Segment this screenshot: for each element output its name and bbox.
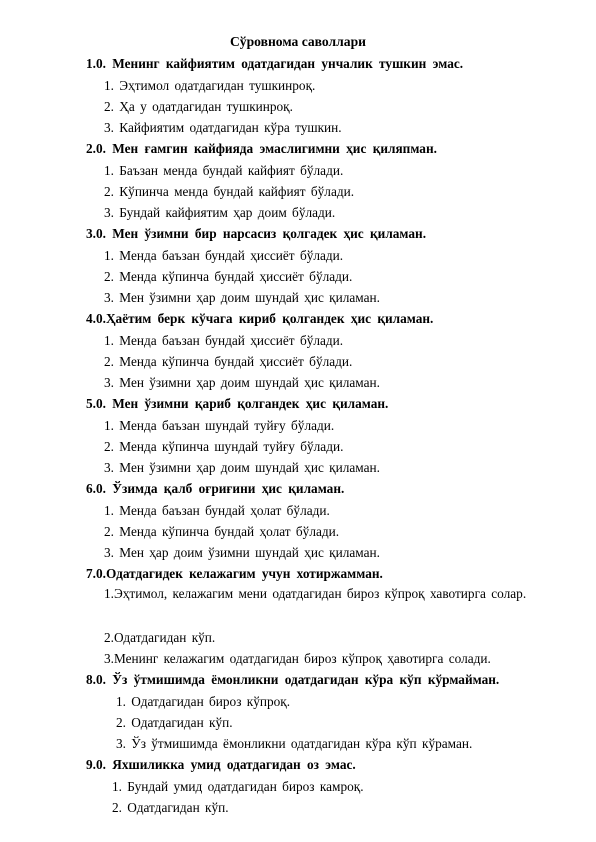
- answer-6-1: 1. Менда баъзан бундай ҳолат бўлади.: [104, 503, 330, 518]
- answer-3-1: 1. Менда баъзан бундай ҳиссиёт бўлади.: [104, 248, 344, 263]
- answer-9-2: 2. Одатдагидан кўп.: [112, 800, 229, 815]
- question-8: 8.0. Ўз ўтмишимда ёмонликни одатдагидан кўра кўп кўрмайман.: [86, 672, 500, 687]
- answer-7-2: 2.Одатдагидан кўп.: [104, 630, 216, 645]
- answer-4-1: 1. Менда баъзан бундай ҳиссиёт бўлади.: [104, 333, 344, 348]
- answer-4-2: 2. Менда кўпинча бундай ҳиссиёт бўлади.: [104, 354, 353, 369]
- question-7: 7.0.Одатдагидек келажагим учун хотиржамман.: [86, 566, 383, 581]
- answer-3-2: 2. Менда кўпинча бундай ҳиссиёт бўлади.: [104, 269, 353, 284]
- question-9: 9.0. Яхшиликка умид одатдагидан оз эмас.: [86, 757, 356, 772]
- question-4: 4.0.Ҳаётим берк кўчага кириб қолгандек ҳис қиламан.: [86, 311, 434, 326]
- question-5: 5.0. Мен ўзимни қариб қолгандек ҳис қиламан.: [86, 396, 389, 411]
- question-2: 2.0. Мен ғамгин кайфияда эмаслигимни ҳис қиляпман.: [86, 141, 437, 156]
- answer-2-1: 1. Баъзан менда бундай кайфият бўлади.: [104, 163, 344, 178]
- answer-9-1: 1. Бундай умид одатдагидан бироз камроқ.: [112, 779, 364, 794]
- answer-7-1: 1.Эҳтимол, келажагим мени одатдагидан бироз кўпроқ хавотирга солар.: [104, 586, 527, 601]
- answer-6-2: 2. Менда кўпинча бундай ҳолат бўлади.: [104, 524, 340, 539]
- question-6: 6.0. Ўзимда қалб оғриғини ҳис қиламан.: [86, 481, 345, 496]
- answer-6-3: 3. Мен ҳар доим ўзимни шундай ҳис қиламан.: [104, 545, 380, 560]
- page-title: Сўровнома саволлари: [229, 34, 366, 49]
- answer-1-2: 2. Ҳа у одатдагидан тушкинроқ.: [104, 99, 293, 114]
- answer-5-2: 2. Менда кўпинча шундай туйғу бўлади.: [104, 439, 344, 454]
- answer-4-3: 3. Мен ўзимни ҳар доим шундай ҳис қиламан.: [104, 375, 380, 390]
- answer-1-1: 1. Эҳтимол одатдагидан тушкинроқ.: [104, 78, 316, 93]
- question-3: 3.0. Мен ўзимни бир нарсасиз қолгадек ҳис қиламан.: [86, 226, 427, 241]
- answer-2-3: 3. Бундай кайфиятим ҳар доим бўлади.: [104, 205, 336, 220]
- answer-8-1: 1. Одатдагидан бироз кўпроқ.: [116, 694, 291, 709]
- answer-5-1: 1. Менда баъзан шундай туйғу бўлади.: [104, 418, 335, 433]
- answer-8-2: 2. Одатдагидан кўп.: [116, 715, 233, 730]
- question-1: 1.0. Менинг кайфиятим одатдагидан унчалик тушкин эмас.: [86, 56, 464, 71]
- answer-1-3: 3. Кайфиятим одатдагидан кўра тушкин.: [104, 120, 342, 135]
- answer-8-3: 3. Ўз ўтмишимда ёмонликни одатдагидан кўра кўп кўраман.: [116, 736, 473, 751]
- answer-2-2: 2. Кўпинча менда бундай кайфият бўлади.: [104, 184, 355, 199]
- answer-3-3: 3. Мен ўзимни ҳар доим шундай ҳис қиламан.: [104, 290, 380, 305]
- answer-7-3: 3.Менинг келажагим одатдагидан бироз кўпроқ ҳавотирга солади.: [104, 651, 491, 666]
- answer-5-3: 3. Мен ўзимни ҳар доим шундай ҳис қиламан.: [104, 460, 380, 475]
